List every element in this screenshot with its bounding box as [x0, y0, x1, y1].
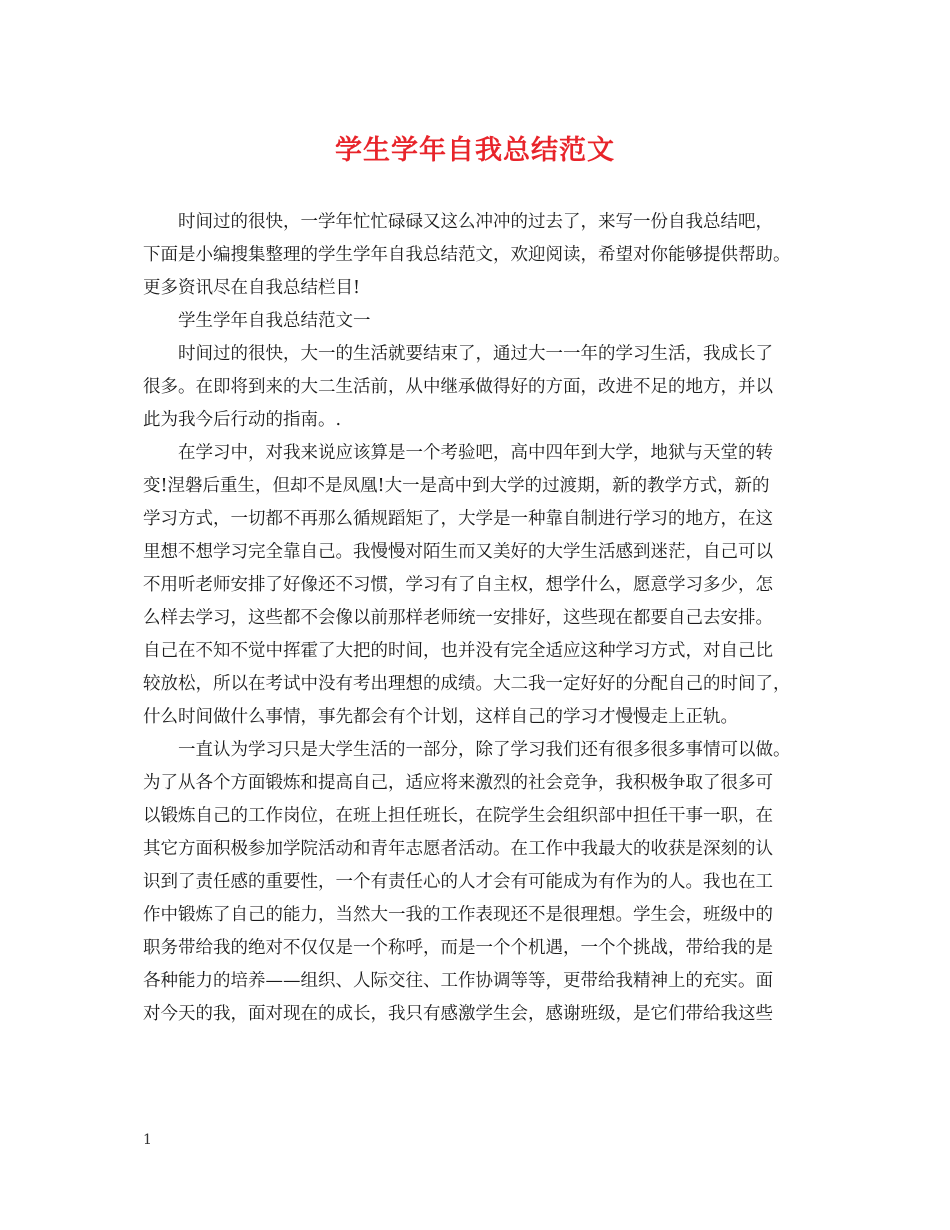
document-title: 学生学年自我总结范文: [335, 135, 615, 166]
page-number: 1: [143, 1132, 152, 1148]
paragraph-line: 为了从各个方面锻炼和提高自己，适应将来激烈的社会竞争，我积极争取了很多可: [143, 773, 773, 793]
paragraph-line: 其它方面积极参加学院活动和青年志愿者活动。在工作中我最大的收获是深刻的认: [143, 839, 773, 859]
paragraph-line: 里想不想学习完全靠自己。我慢慢对陌生而又美好的大学生活感到迷茫，自己可以: [143, 542, 773, 562]
paragraph-line: 自己在不知不觉中挥霍了大把的时间，也并没有完全适应这种学习方式，对自己比: [143, 641, 773, 661]
paragraph-line: 以锻炼自己的工作岗位，在班上担任班长，在院学生会组织部中担任干事一职，在: [143, 806, 773, 826]
paragraph-line: 时间过的很快，一学年忙忙碌碌又这么冲冲的过去了，来写一份自我总结吧，: [178, 212, 773, 232]
paragraph-line: 学生学年自我总结范文一: [178, 311, 371, 331]
paragraph-line: 时间过的很快，大一的生活就要结束了，通过大一一年的学习生活，我成长了: [178, 344, 773, 364]
paragraph-line: 识到了责任感的重要性，一个有责任心的人才会有可能成为有作为的人。我也在工: [143, 872, 773, 892]
paragraph-line: 在学习中，对我来说应该算是一个考验吧，高中四年到大学，地狱与天堂的转: [178, 443, 773, 463]
paragraph-line: 什么时间做什么事情，事先都会有个计划，这样自己的学习才慢慢走上正轨。: [143, 707, 738, 727]
paragraph-line: 职务带给我的绝对不仅仅是一个称呼，而是一个个机遇，一个个挑战，带给我的是: [143, 938, 773, 958]
paragraph-line: 作中锻炼了自己的能力，当然大一我的工作表现还不是很理想。学生会，班级中的: [143, 905, 773, 925]
paragraph-line: 不用听老师安排了好像还不习惯，学习有了自主权，想学什么，愿意学习多少，怎: [143, 575, 773, 595]
paragraph-line: 对今天的我，面对现在的成长，我只有感激学生会，感谢班级，是它们带给我这些: [143, 1004, 773, 1024]
paragraph-line: 一直认为学习只是大学生活的一部分，除了学习我们还有很多很多事情可以做。: [178, 740, 791, 760]
paragraph-line: 各种能力的培养——组织、人际交往、工作协调等等，更带给我精神上的充实。面: [143, 971, 773, 991]
document-body: [143, 206, 811, 1031]
paragraph-line: 下面是小编搜集整理的学生学年自我总结范文，欢迎阅读，希望对你能够提供帮助。: [143, 245, 791, 265]
paragraph-line: 么样去学习，这些都不会像以前那样老师统一安排好，这些现在都要自己去安排。: [143, 608, 773, 628]
paragraph-line: 很多。在即将到来的大二生活前，从中继承做得好的方面，改进不足的地方，并以: [143, 377, 773, 397]
paragraph-line: 更多资讯尽在自我总结栏目!: [143, 278, 361, 298]
paragraph-line: 学习方式，一切都不再那么循规蹈矩了，大学是一种靠自制进行学习的地方，在这: [143, 509, 773, 529]
paragraph-line: 较放松，所以在考试中没有考出理想的成绩。大二我一定好好的分配自己的时间了，: [143, 674, 791, 694]
paragraph-line: 变!涅磐后重生，但却不是凤凰!大一是高中到大学的过渡期，新的教学方式，新的: [143, 476, 770, 496]
paragraph-line: 此为我今后行动的指南。.: [143, 410, 342, 430]
